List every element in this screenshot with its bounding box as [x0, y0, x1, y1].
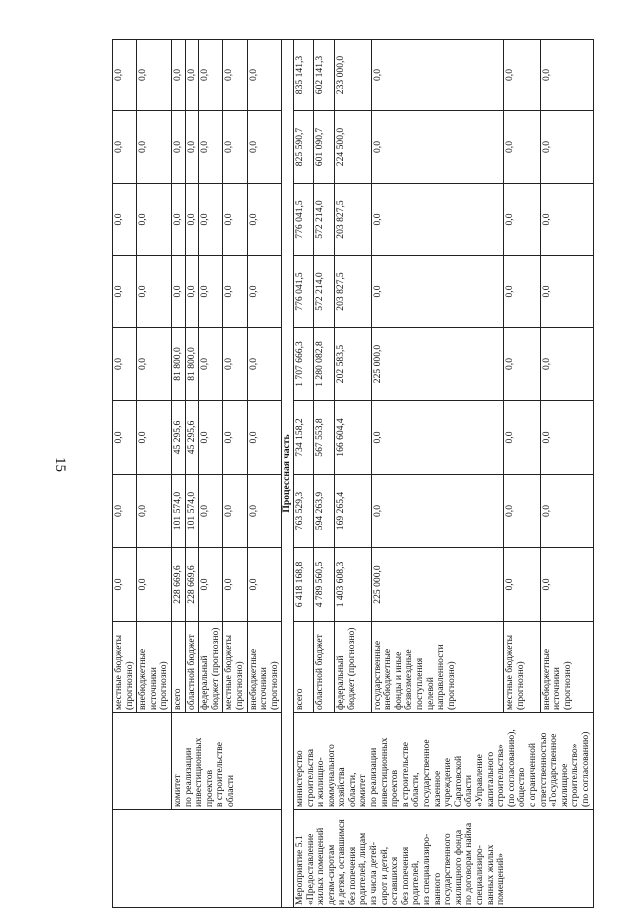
value-cell: 0,0: [540, 475, 593, 548]
value-cell: 0,0: [199, 184, 223, 256]
source-cell: всего: [171, 622, 185, 713]
value-cell: 0,0: [199, 40, 223, 111]
value-cell: 45 295,6: [185, 401, 199, 475]
value-cell: 572 214,0: [314, 184, 335, 256]
value-cell: 0,0: [223, 548, 247, 622]
value-cell: 0,0: [199, 475, 223, 548]
value-cell: 0,0: [113, 548, 137, 622]
value-cell: 0,0: [223, 401, 247, 475]
value-cell: 0,0: [137, 184, 172, 256]
table-row: [171, 40, 185, 908]
value-cell: 0,0: [371, 111, 504, 184]
value-cell: 0,0: [540, 401, 593, 475]
value-cell: 0,0: [199, 256, 223, 328]
value-cell: 0,0: [171, 40, 185, 111]
value-cell: 0,0: [504, 475, 541, 548]
value-cell: 169 265,4: [335, 475, 372, 548]
value-cell: 0,0: [247, 548, 282, 622]
value-cell: 0,0: [504, 401, 541, 475]
value-cell: 233 000,0: [335, 40, 372, 111]
value-cell: 0,0: [223, 475, 247, 548]
value-cell: 0,0: [185, 111, 199, 184]
value-cell: 228 669,6: [171, 548, 185, 622]
section-heading: Процессная часть: [282, 40, 294, 908]
value-cell: 0,0: [113, 184, 137, 256]
value-cell: 0,0: [223, 184, 247, 256]
page-number: 15: [52, 457, 68, 472]
value-cell: 0,0: [540, 328, 593, 401]
value-cell: 203 827,5: [335, 256, 372, 328]
value-cell: 0,0: [185, 40, 199, 111]
value-cell: 166 604,4: [335, 401, 372, 475]
value-cell: 0,0: [137, 548, 172, 622]
value-cell: 602 141,3: [314, 40, 335, 111]
value-cell: 0,0: [371, 475, 504, 548]
value-cell: 0,0: [540, 184, 593, 256]
value-cell: 594 263,9: [314, 475, 335, 548]
source-cell: государственные внебюджетные фонды и иные безвозмездные поступления целевой направленности (прогнозно): [371, 622, 504, 713]
value-cell: 203 827,5: [335, 184, 372, 256]
source-cell: федеральный бюджет (прогнозно): [335, 622, 372, 713]
value-cell: 0,0: [223, 111, 247, 184]
value-cell: 0,0: [504, 111, 541, 184]
budget-table-sheet: [112, 40, 591, 908]
value-cell: 225 000,0: [371, 548, 504, 622]
section-row: [282, 40, 294, 908]
value-cell: 0,0: [247, 401, 282, 475]
value-cell: 81 800,0: [185, 328, 199, 401]
value-cell: 825 590,7: [293, 111, 314, 184]
value-cell: 225 000,0: [371, 328, 504, 401]
value-cell: 601 090,7: [314, 111, 335, 184]
value-cell: 0,0: [199, 548, 223, 622]
value-cell: 0,0: [199, 328, 223, 401]
source-cell: местные бюджеты (прогнозно): [223, 622, 247, 713]
source-cell: федеральный бюджет (прогнозно): [199, 622, 223, 713]
value-cell: 0,0: [171, 111, 185, 184]
value-cell: 101 574,0: [171, 475, 185, 548]
value-cell: 228 669,6: [185, 548, 199, 622]
value-cell: 0,0: [137, 328, 172, 401]
value-cell: 0,0: [504, 548, 541, 622]
value-cell: 0,0: [223, 256, 247, 328]
value-cell: 0,0: [223, 328, 247, 401]
value-cell: 0,0: [540, 548, 593, 622]
value-cell: 0,0: [504, 40, 541, 111]
value-cell: 0,0: [113, 328, 137, 401]
value-cell: 567 553,8: [314, 401, 335, 475]
source-cell: внебюджетные источники (прогнозно): [540, 622, 593, 713]
value-cell: 0,0: [137, 111, 172, 184]
source-cell: внебюджетные источники (прогнозно): [137, 622, 172, 713]
value-cell: 776 041,5: [293, 256, 314, 328]
value-cell: 0,0: [113, 40, 137, 111]
table-row: [113, 40, 137, 908]
value-cell: 763 529,3: [293, 475, 314, 548]
value-cell: 0,0: [137, 256, 172, 328]
value-cell: 0,0: [540, 40, 593, 111]
value-cell: 1 403 608,3: [335, 548, 372, 622]
value-cell: 0,0: [540, 256, 593, 328]
value-cell: 0,0: [113, 401, 137, 475]
value-cell: 0,0: [371, 184, 504, 256]
upper-title-cell: [113, 810, 282, 908]
value-cell: 0,0: [113, 256, 137, 328]
value-cell: 0,0: [113, 111, 137, 184]
value-cell: 0,0: [137, 475, 172, 548]
value-cell: 202 583,5: [335, 328, 372, 401]
value-cell: 0,0: [371, 256, 504, 328]
value-cell: 0,0: [199, 111, 223, 184]
value-cell: 0,0: [137, 40, 172, 111]
value-cell: 734 158,2: [293, 401, 314, 475]
table-row: [293, 40, 314, 908]
value-cell: 0,0: [504, 184, 541, 256]
value-cell: 0,0: [247, 184, 282, 256]
value-cell: 835 141,3: [293, 40, 314, 111]
source-cell: местные бюджеты (прогнозно): [113, 622, 137, 713]
source-cell: внебюджетные источники (прогнозно): [247, 622, 282, 713]
value-cell: 0,0: [504, 256, 541, 328]
value-cell: 1 707 666,3: [293, 328, 314, 401]
value-cell: 0,0: [247, 40, 282, 111]
value-cell: 0,0: [540, 111, 593, 184]
value-cell: 0,0: [199, 401, 223, 475]
value-cell: 81 800,0: [171, 328, 185, 401]
value-cell: 0,0: [113, 475, 137, 548]
value-cell: 0,0: [247, 256, 282, 328]
source-cell: областной бюджет: [314, 622, 335, 713]
measure-title-cell: Мероприятие 5.1 «Предоставление жилых помещений детям-сиротам и детям, оставшимся без попечения родителей, лицам из числа детей- сирот и детей, оставшихся без попечения родителей, из специализиро- ванного государственного жилищного фонда по договорам найма специализиро- ванных жилых помещений»: [293, 810, 593, 908]
value-cell: 6 418 168,8: [293, 548, 314, 622]
measure-executor-cell: министерство строительства и жилищно- коммунального хозяйства области, комитет по реализации инвестиционных проектов в строительстве области, государственное казенное учреждение Саратовской области «Управление капитального строительства» (по согласованию), общество с ограниченной ответственностью «Государственное жилищное строительство» (по согласованию): [293, 713, 593, 810]
budget-table: [112, 39, 594, 908]
value-cell: 0,0: [247, 111, 282, 184]
source-cell: местные бюджеты (прогнозно): [504, 622, 541, 713]
value-cell: 224 500,0: [335, 111, 372, 184]
value-cell: 0,0: [371, 401, 504, 475]
upper-executor-cell: комитет по реализации инвестиционных проектов в строительстве области: [171, 713, 281, 810]
value-cell: 776 041,5: [293, 184, 314, 256]
upper-executor-top-cell: [113, 713, 172, 810]
source-cell: областной бюджет: [185, 622, 199, 713]
value-cell: 0,0: [185, 256, 199, 328]
value-cell: 0,0: [371, 40, 504, 111]
value-cell: 0,0: [185, 184, 199, 256]
value-cell: 0,0: [247, 328, 282, 401]
value-cell: 101 574,0: [185, 475, 199, 548]
value-cell: 572 214,0: [314, 256, 335, 328]
value-cell: 4 789 560,5: [314, 548, 335, 622]
value-cell: 0,0: [171, 256, 185, 328]
value-cell: 1 280 082,8: [314, 328, 335, 401]
value-cell: 0,0: [171, 184, 185, 256]
value-cell: 45 295,6: [171, 401, 185, 475]
value-cell: 0,0: [504, 328, 541, 401]
value-cell: 0,0: [247, 475, 282, 548]
value-cell: 0,0: [137, 401, 172, 475]
source-cell: всего: [293, 622, 314, 713]
value-cell: 0,0: [223, 40, 247, 111]
